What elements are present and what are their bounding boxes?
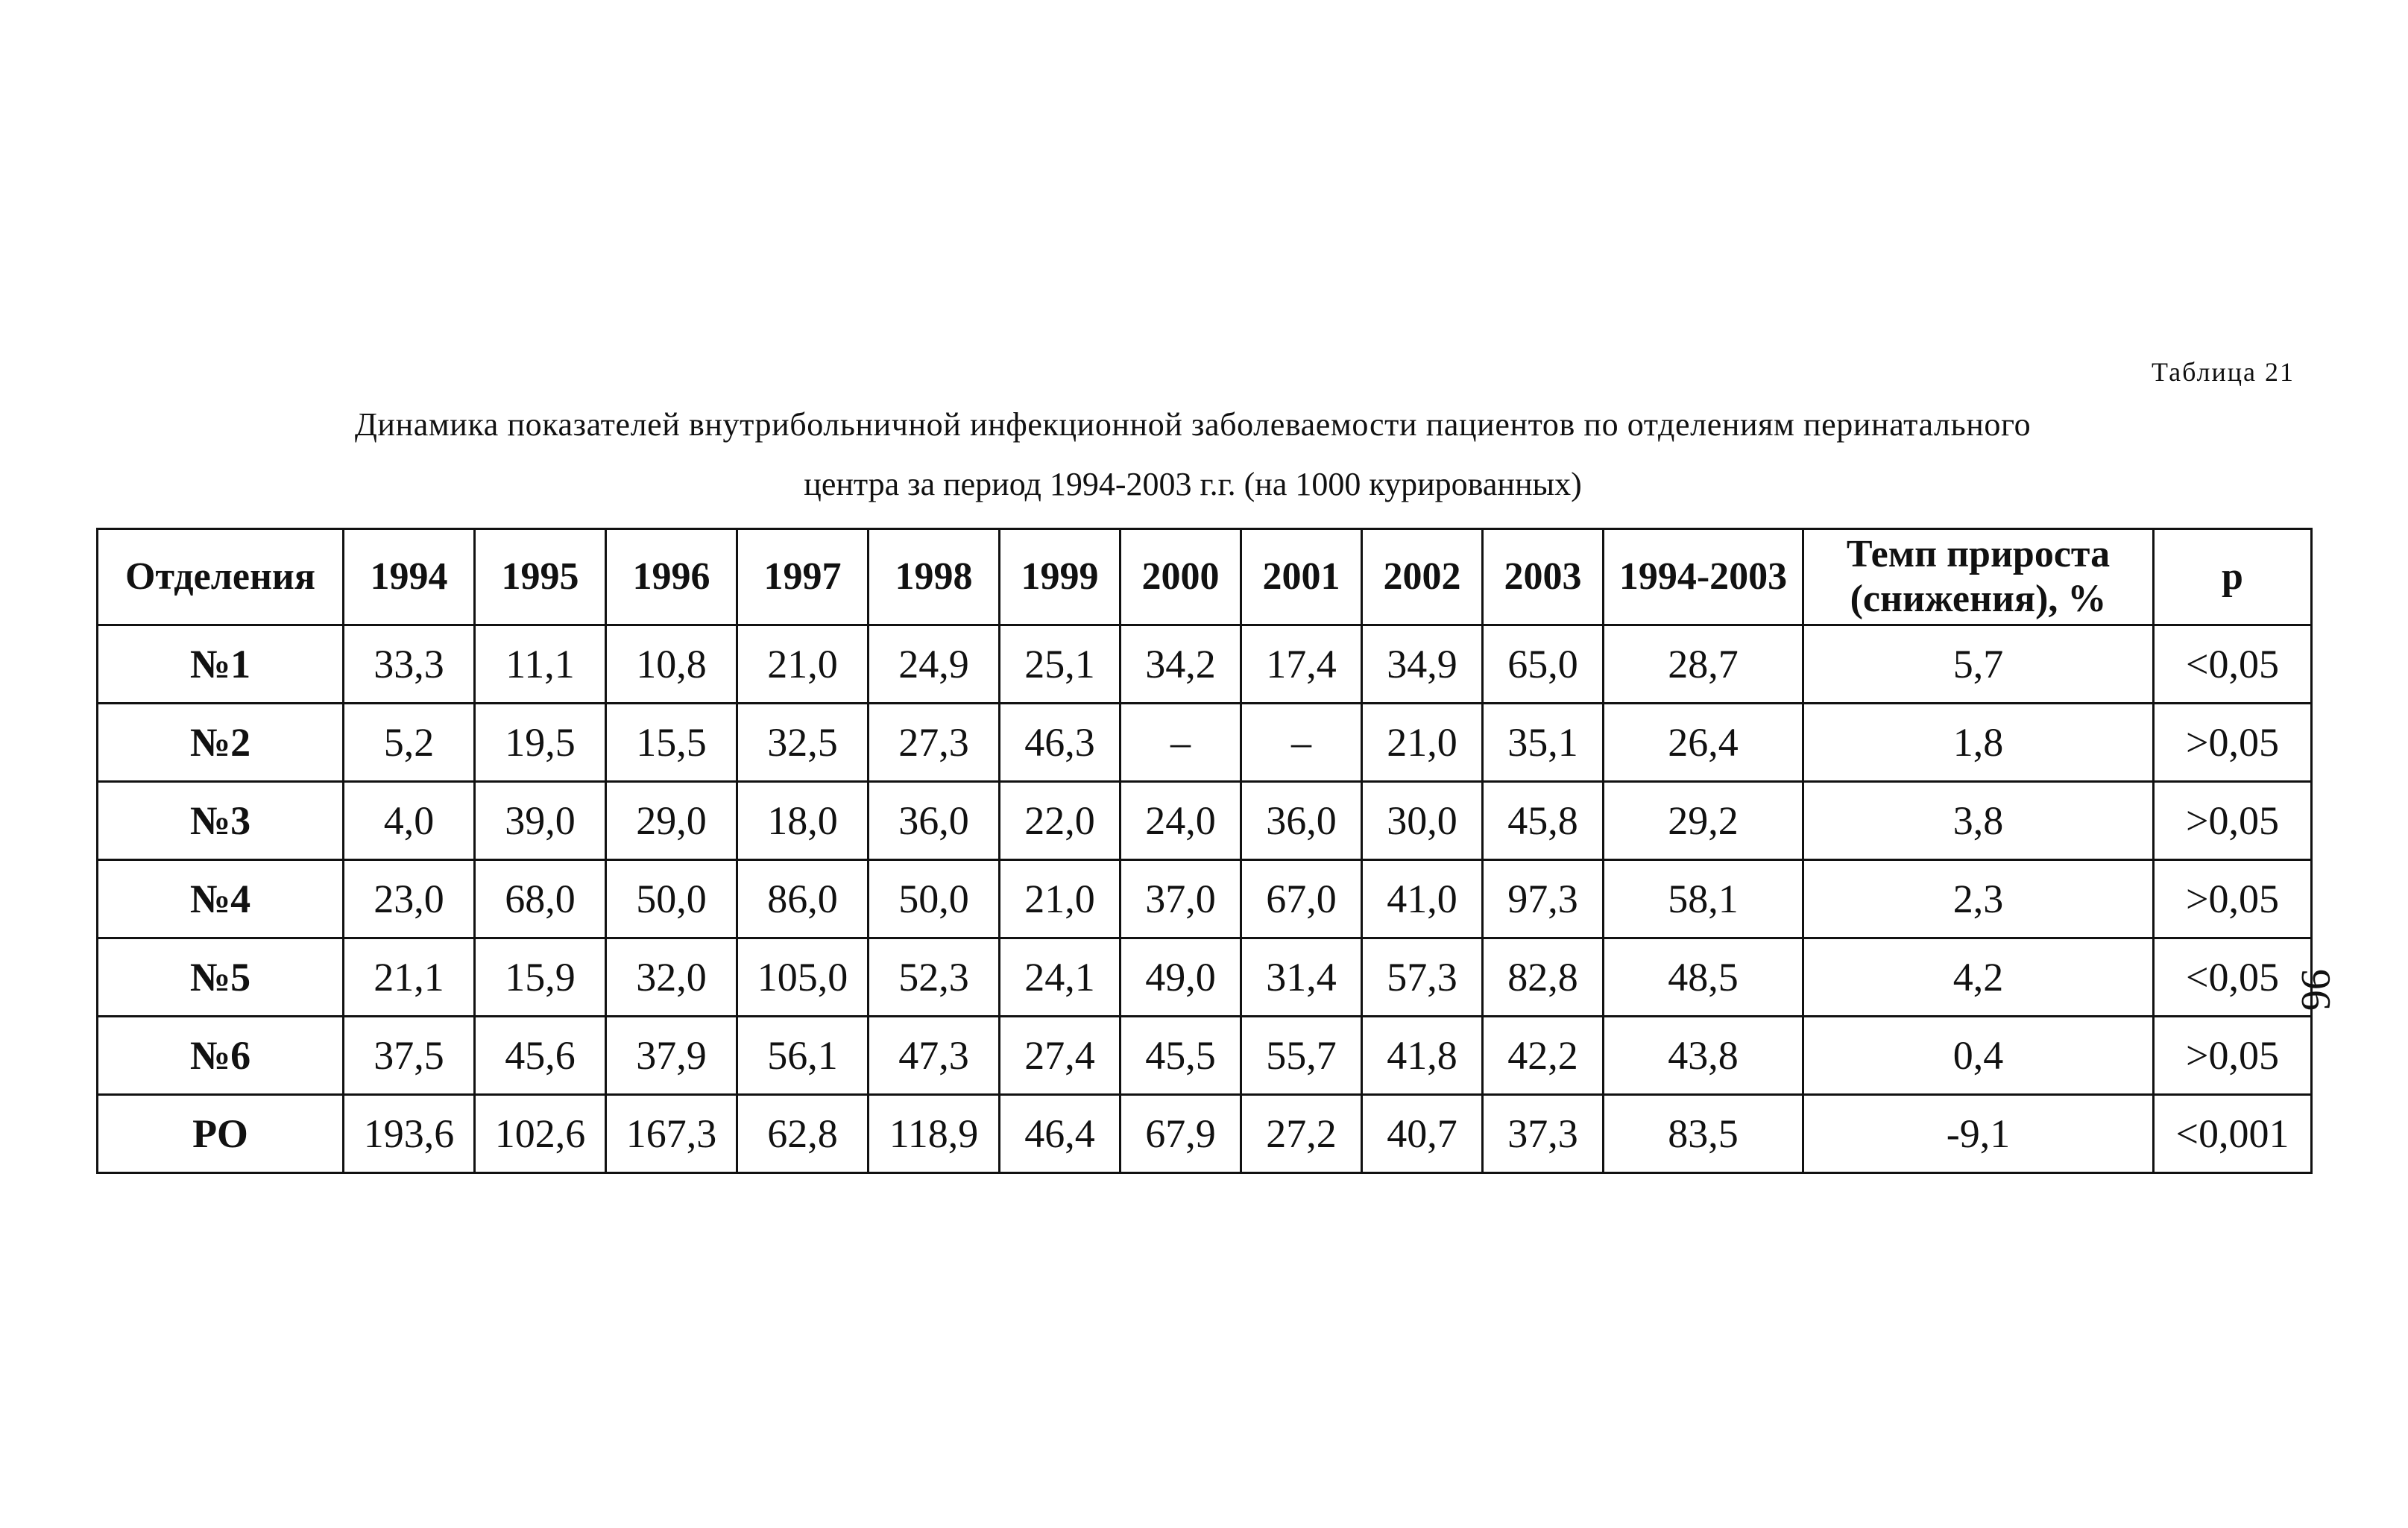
page-number: 96 bbox=[2292, 969, 2339, 1011]
table-cell-department: №2 bbox=[98, 704, 344, 782]
table-cell: 32,5 bbox=[737, 704, 869, 782]
table-cell: 19,5 bbox=[475, 704, 606, 782]
table-cell: 25,1 bbox=[1000, 625, 1121, 704]
table-cell: 41,0 bbox=[1362, 860, 1483, 938]
table-cell: 34,9 bbox=[1362, 625, 1483, 704]
table-cell: 37,3 bbox=[1483, 1095, 1604, 1173]
table-cell: 15,9 bbox=[475, 938, 606, 1017]
table-row bbox=[98, 860, 2312, 938]
table-cell: 21,0 bbox=[737, 625, 869, 704]
table-cell: 86,0 bbox=[737, 860, 869, 938]
table-cell: 2,3 bbox=[1803, 860, 2154, 938]
table-cell: 33,3 bbox=[344, 625, 475, 704]
table-cell: 5,2 bbox=[344, 704, 475, 782]
header-cell: 1996 bbox=[606, 529, 737, 625]
table-cell: 97,3 bbox=[1483, 860, 1604, 938]
header-row bbox=[98, 529, 2312, 625]
table-cell: 22,0 bbox=[1000, 782, 1121, 860]
table-cell: 46,4 bbox=[1000, 1095, 1121, 1173]
header-cell: Отделения bbox=[98, 529, 344, 625]
header-cell: 1999 bbox=[1000, 529, 1121, 625]
table-cell: 5,7 bbox=[1803, 625, 2154, 704]
table-cell: 3,8 bbox=[1803, 782, 2154, 860]
table-cell: 24,1 bbox=[1000, 938, 1121, 1017]
header-cell: р bbox=[2154, 529, 2312, 625]
header-cell: 2002 bbox=[1362, 529, 1483, 625]
header-cell: 2001 bbox=[1241, 529, 1362, 625]
table-cell: 11,1 bbox=[475, 625, 606, 704]
table-cell: 36,0 bbox=[1241, 782, 1362, 860]
table-cell: 45,6 bbox=[475, 1017, 606, 1095]
table-cell-department: РО bbox=[98, 1095, 344, 1173]
table-cell: 167,3 bbox=[606, 1095, 737, 1173]
table-cell: 67,0 bbox=[1241, 860, 1362, 938]
table-caption-line-1: Динамика показателей внутрибольничной инфекционной заболеваемости пациентов по отделениям перинатального bbox=[354, 406, 2032, 443]
table-cell: 27,2 bbox=[1241, 1095, 1362, 1173]
table-cell: -9,1 bbox=[1803, 1095, 2154, 1173]
table-cell: >0,05 bbox=[2154, 860, 2312, 938]
table-cell: <0,05 bbox=[2154, 938, 2312, 1017]
table-cell: 32,0 bbox=[606, 938, 737, 1017]
table-cell: 28,7 bbox=[1604, 625, 1803, 704]
table-cell: >0,05 bbox=[2154, 782, 2312, 860]
header-cell-growth-rate bbox=[1803, 529, 2154, 625]
table-row bbox=[98, 782, 2312, 860]
header-cell: 1997 bbox=[737, 529, 869, 625]
table-cell: 31,4 bbox=[1241, 938, 1362, 1017]
table-cell: 23,0 bbox=[344, 860, 475, 938]
header-cell: 1998 bbox=[869, 529, 1000, 625]
table-cell: 68,0 bbox=[475, 860, 606, 938]
table-cell: 67,9 bbox=[1121, 1095, 1241, 1173]
table-number: Таблица 21 bbox=[2152, 357, 2295, 387]
table-cell: <0,001 bbox=[2154, 1095, 2312, 1173]
table-row bbox=[98, 625, 2312, 704]
header-cell: 1994 bbox=[344, 529, 475, 625]
header-cell: 2003 bbox=[1483, 529, 1604, 625]
table-cell: 29,0 bbox=[606, 782, 737, 860]
table-cell: 37,9 bbox=[606, 1017, 737, 1095]
table-cell: 45,8 bbox=[1483, 782, 1604, 860]
table-cell: 24,0 bbox=[1121, 782, 1241, 860]
table-cell: – bbox=[1121, 704, 1241, 782]
table-row bbox=[98, 704, 2312, 782]
table-cell: 29,2 bbox=[1604, 782, 1803, 860]
table-cell: >0,05 bbox=[2154, 1017, 2312, 1095]
table-cell: – bbox=[1241, 704, 1362, 782]
table-cell: 47,3 bbox=[869, 1017, 1000, 1095]
table-cell: 10,8 bbox=[606, 625, 737, 704]
table-cell: 48,5 bbox=[1604, 938, 1803, 1017]
table-cell: 55,7 bbox=[1241, 1017, 1362, 1095]
table-cell: 102,6 bbox=[475, 1095, 606, 1173]
header-rate-line-1: Темп прироста bbox=[1846, 533, 2111, 575]
table-cell-department: №1 bbox=[98, 625, 344, 704]
header-cell: 2000 bbox=[1121, 529, 1241, 625]
table-cell: 27,4 bbox=[1000, 1017, 1121, 1095]
table-cell: 37,5 bbox=[344, 1017, 475, 1095]
table-cell: 27,3 bbox=[869, 704, 1000, 782]
table-cell: 24,9 bbox=[869, 625, 1000, 704]
table-cell: 18,0 bbox=[737, 782, 869, 860]
table-cell: 57,3 bbox=[1362, 938, 1483, 1017]
table-cell: 52,3 bbox=[869, 938, 1000, 1017]
table-cell: 82,8 bbox=[1483, 938, 1604, 1017]
table-row bbox=[98, 1095, 2312, 1173]
table-cell-department: №4 bbox=[98, 860, 344, 938]
table-cell: 43,8 bbox=[1604, 1017, 1803, 1095]
table-cell: 37,0 bbox=[1121, 860, 1241, 938]
table-cell: 21,1 bbox=[344, 938, 475, 1017]
table-cell: 35,1 bbox=[1483, 704, 1604, 782]
table-cell-department: №5 bbox=[98, 938, 344, 1017]
table-cell: 21,0 bbox=[1000, 860, 1121, 938]
table-cell: 39,0 bbox=[475, 782, 606, 860]
table-cell: 118,9 bbox=[869, 1095, 1000, 1173]
table-cell: 41,8 bbox=[1362, 1017, 1483, 1095]
table-cell: 62,8 bbox=[737, 1095, 869, 1173]
table-cell-department: №3 bbox=[98, 782, 344, 860]
table-cell: 83,5 bbox=[1604, 1095, 1803, 1173]
table-cell: 56,1 bbox=[737, 1017, 869, 1095]
header-cell: 1994-2003 bbox=[1604, 529, 1803, 625]
table-cell: 46,3 bbox=[1000, 704, 1121, 782]
table-caption-line-2: центра за период 1994-2003 г.г. (на 1000 курированных) bbox=[804, 466, 1582, 502]
table-row bbox=[98, 1017, 2312, 1095]
table-cell: <0,05 bbox=[2154, 625, 2312, 704]
table-cell: 4,2 bbox=[1803, 938, 2154, 1017]
table-cell: 21,0 bbox=[1362, 704, 1483, 782]
table-cell: 65,0 bbox=[1483, 625, 1604, 704]
table-cell: 193,6 bbox=[344, 1095, 475, 1173]
header-rate-line-2: (снижения), % bbox=[1850, 578, 2107, 620]
table-cell: 50,0 bbox=[869, 860, 1000, 938]
table-cell: 15,5 bbox=[606, 704, 737, 782]
table-cell: 30,0 bbox=[1362, 782, 1483, 860]
table-cell: 40,7 bbox=[1362, 1095, 1483, 1173]
table-cell: 58,1 bbox=[1604, 860, 1803, 938]
table-cell: 4,0 bbox=[344, 782, 475, 860]
table-cell: 105,0 bbox=[737, 938, 869, 1017]
header-cell: 1995 bbox=[475, 529, 606, 625]
table-cell: 17,4 bbox=[1241, 625, 1362, 704]
table-cell: 36,0 bbox=[869, 782, 1000, 860]
incidence-table bbox=[96, 528, 2313, 1174]
table-cell: 1,8 bbox=[1803, 704, 2154, 782]
table-cell: 45,5 bbox=[1121, 1017, 1241, 1095]
table-row bbox=[98, 938, 2312, 1017]
table-cell: 50,0 bbox=[606, 860, 737, 938]
table-cell: 0,4 bbox=[1803, 1017, 2154, 1095]
table-cell-department: №6 bbox=[98, 1017, 344, 1095]
table-cell: 49,0 bbox=[1121, 938, 1241, 1017]
table-cell: 26,4 bbox=[1604, 704, 1803, 782]
table-cell: >0,05 bbox=[2154, 704, 2312, 782]
table-cell: 42,2 bbox=[1483, 1017, 1604, 1095]
table-cell: 34,2 bbox=[1121, 625, 1241, 704]
